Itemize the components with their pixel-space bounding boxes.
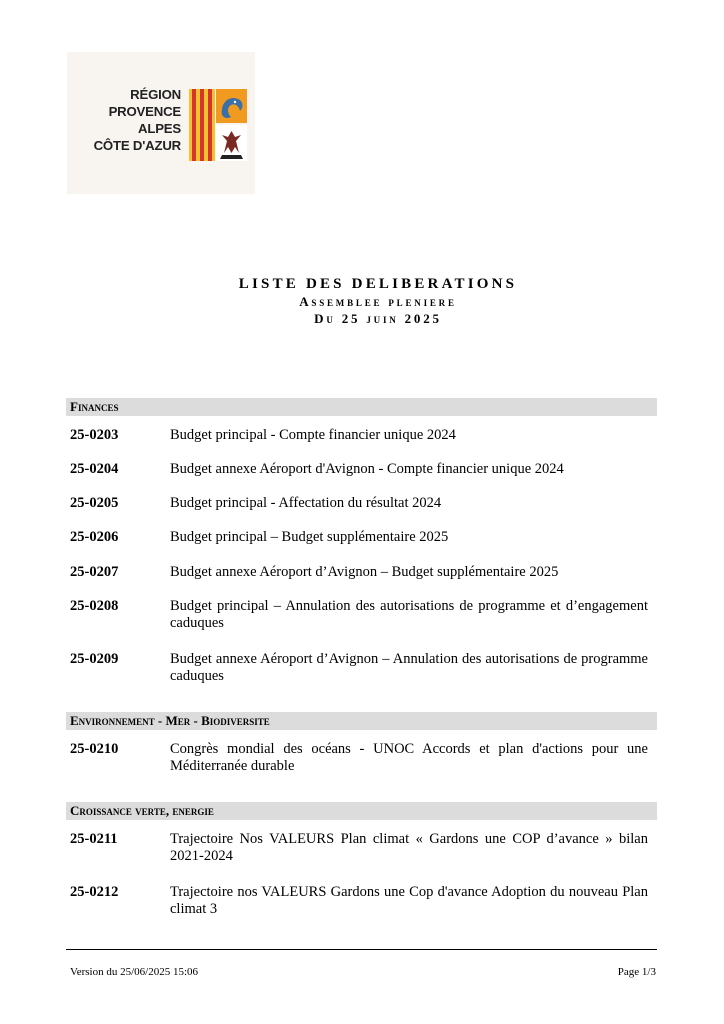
assembly-name: Assemblee pleniere [299, 294, 457, 309]
logo-line-4: CÔTE D'AZUR [93, 138, 181, 153]
deliberation-number: 25-0203 [70, 427, 119, 443]
logo-line-2: PROVENCE [108, 104, 181, 119]
document-title-block [0, 276, 724, 327]
deliberation-number: 25-0207 [70, 564, 119, 580]
deliberation-number: 25-0206 [70, 529, 119, 545]
deliberation-number: 25-0205 [70, 495, 119, 511]
deliberation-title: Budget principal – Annulation des autorisations de programme et d’engagement caduques [170, 598, 648, 631]
logo-wordmark [85, 86, 181, 154]
deliberation-number: 25-0211 [70, 831, 118, 847]
deliberation-title: Trajectoire Nos VALEURS Plan climat « Gardons une COP d’avance » bilan 2021-2024 [170, 831, 648, 864]
deliberation-title: Budget annexe Aéroport d'Avignon - Compte financier unique 2024 [170, 461, 564, 477]
section-heading-finances: Finances [66, 398, 657, 416]
region-coat-of-arms-icon [189, 89, 247, 161]
deliberation-number: 25-0210 [70, 741, 119, 757]
footer-divider [66, 949, 657, 950]
deliberation-number: 25-0209 [70, 651, 119, 667]
deliberation-title: Congrès mondial des océans - UNOC Accords et plan d'actions pour une Méditerranée durable [170, 741, 648, 774]
section-heading-environnement: Environnement - Mer - Biodiversite [66, 712, 657, 730]
deliberation-title: Budget annexe Aéroport d’Avignon – Annulation des autorisations de programme caduques [170, 651, 648, 684]
section-heading-croissance-verte: Croissance verte, energie [66, 802, 657, 820]
deliberation-title: Budget annexe Aéroport d’Avignon – Budget supplémentaire 2025 [170, 564, 559, 580]
document-title: LISTE DES DELIBERATIONS [238, 276, 518, 292]
footer-version: Version du 25/06/2025 15:06 [70, 966, 199, 978]
deliberation-title: Budget principal - Compte financier unique 2024 [170, 427, 456, 443]
logo-line-1: RÉGION [130, 87, 181, 102]
deliberation-title: Budget principal - Affectation du résultat 2024 [170, 495, 442, 511]
deliberation-number: 25-0208 [70, 598, 119, 614]
deliberation-title: Trajectoire nos VALEURS Gardons une Cop d'avance Adoption du nouveau Plan climat 3 [170, 884, 648, 917]
deliberation-title: Budget principal – Budget supplémentaire 2025 [170, 529, 449, 545]
assembly-date: Du 25 juin 2025 [314, 311, 442, 326]
logo-line-3: ALPES [138, 121, 181, 136]
footer-page-number: Page 1/3 [617, 966, 656, 978]
deliberation-number: 25-0212 [70, 884, 119, 900]
deliberation-number: 25-0204 [70, 461, 119, 477]
region-logo [67, 52, 255, 194]
